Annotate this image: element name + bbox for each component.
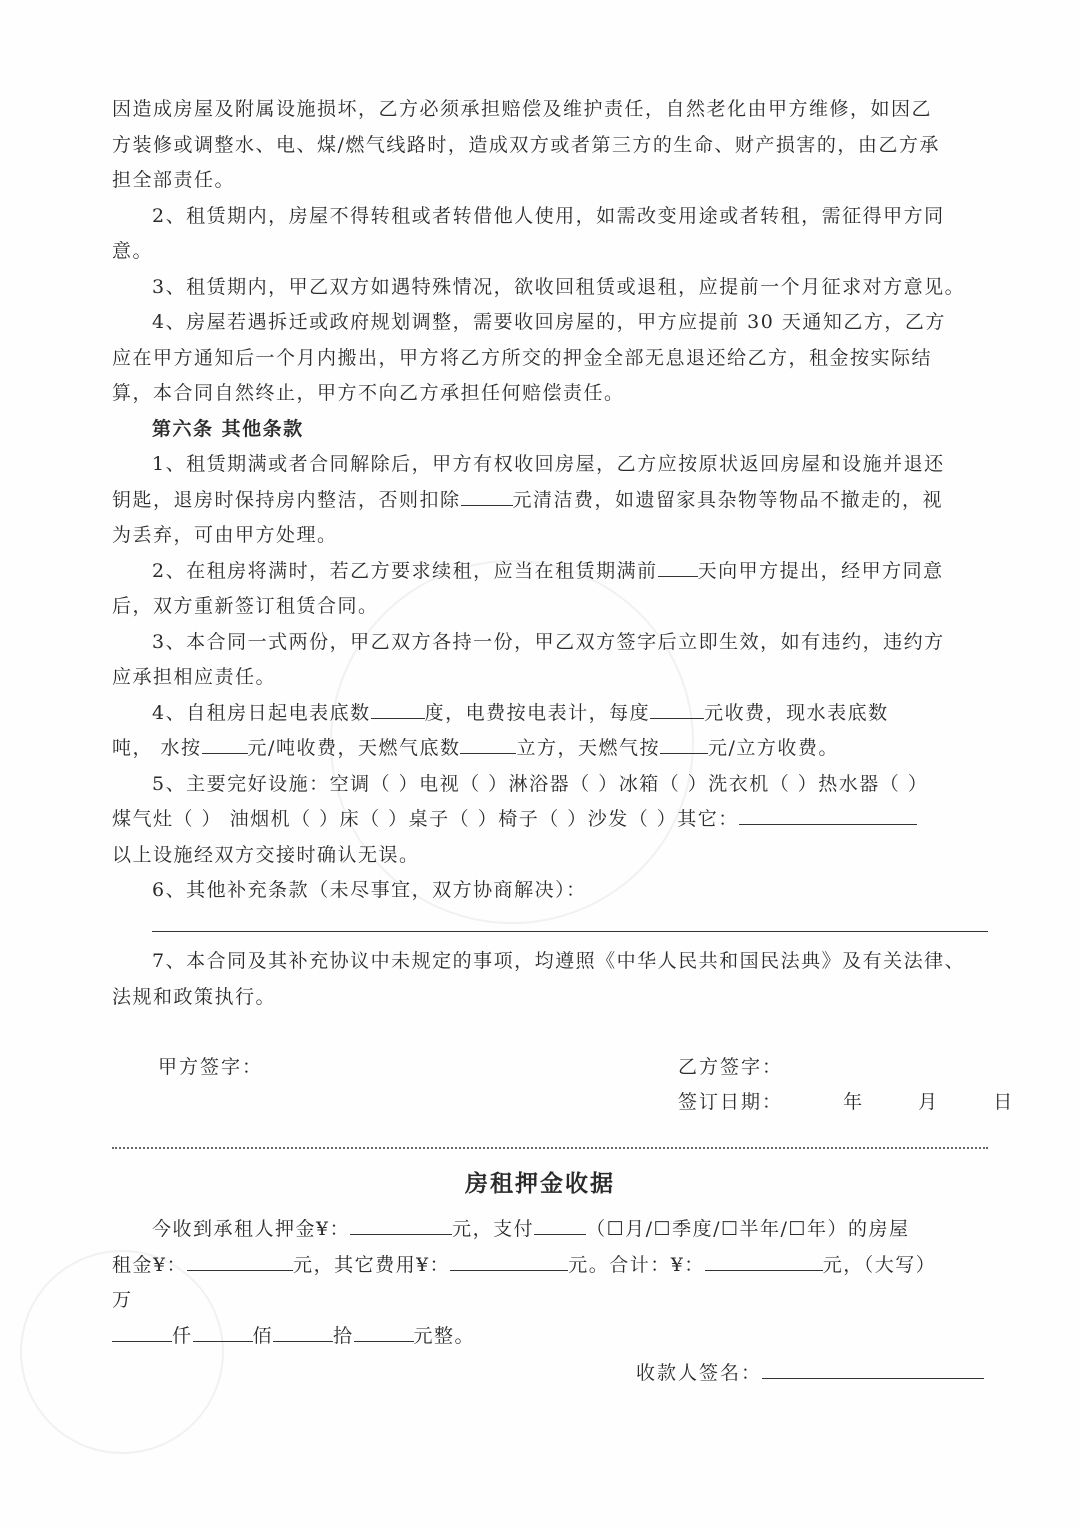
total-amount-blank[interactable]	[705, 1248, 823, 1271]
body-line: 方装修或调整水、电、煤/燃气线路时，造成双方或者第三方的生命、财产损害的，由乙方承	[112, 133, 940, 156]
receipt-line: 仟 佰 拾 元整。	[112, 1319, 988, 1355]
month-label: 月	[918, 1091, 940, 1113]
receipt-line: 租金¥： 元，其它费用¥： 元。合计：¥： 元，（大写）	[112, 1248, 988, 1284]
clause-5-2-line: 2、租赁期内，房屋不得转租或者转借他人使用，如需改变用途或者转租，需征得甲方同	[152, 204, 945, 227]
electricity-price-blank[interactable]	[650, 696, 704, 719]
receipt-body	[112, 1212, 988, 1354]
clause-6-4-line: 吨， 水按 元/吨收费，天燃气底数 立方，天燃气按 元/立方收费。	[112, 731, 988, 767]
clause-6-5-line: 煤气灶（ ） 油烟机（ ）床（ ）桌子（ ）椅子（ ）沙发（ ）其它：	[112, 802, 988, 838]
body-line: 担全部责任。	[112, 169, 236, 191]
cut-line-divider	[112, 1147, 988, 1149]
thousands-blank[interactable]	[112, 1319, 172, 1342]
other-fees-blank[interactable]	[450, 1248, 568, 1271]
payee-signature-blank[interactable]	[762, 1356, 984, 1379]
clause-6-2-line: 后，双方重新签订租赁合同。	[112, 595, 379, 617]
tens-blank[interactable]	[273, 1319, 333, 1342]
clause-6-6-spacer	[112, 909, 988, 945]
clause-6-6-line: 6、其他补充条款（未尽事宜，双方协商解决）：	[152, 879, 587, 901]
rent-amount-blank[interactable]	[187, 1248, 293, 1271]
renewal-days-blank[interactable]	[658, 554, 698, 577]
clause-5-4-line: 4、房屋若遇拆迁或政府规划调整，需要收回房屋的，甲方应提前 30 天通知乙方，乙方	[152, 311, 946, 333]
section-title: 第六条 其他条款	[152, 417, 304, 440]
clause-6-1-line: 为丢弃，可由甲方处理。	[112, 524, 338, 546]
clause-5-2-line: 意。	[112, 240, 154, 262]
party-a-signature-label: 甲方签字：	[158, 1056, 264, 1078]
receipt-title: 房租押金收据	[465, 1170, 615, 1197]
hundreds-blank[interactable]	[193, 1319, 253, 1342]
units-blank[interactable]	[354, 1319, 414, 1342]
clause-6-1-line: 钥匙，退房时保持房内整洁，否则扣除 元清洁费，如遗留家具杂物等物品不撤走的，视	[112, 483, 988, 519]
cleaning-fee-blank[interactable]	[461, 483, 513, 506]
gas-reading-blank[interactable]	[460, 731, 516, 754]
signing-date	[678, 1087, 1014, 1114]
payee-signature: 收款人签名：	[636, 1356, 984, 1385]
day-label: 日	[993, 1091, 1015, 1113]
meter-reading-blank[interactable]	[371, 696, 425, 719]
clause-6-5-line: 5、主要完好设施：空调（ ）电视（ ）淋浴器（ ）冰箱（ ）洗衣机（ ）热水器（ ）	[152, 772, 929, 795]
receipt-line: 今收到承租人押金¥： 元，支付 （☐月/☐季度/☐半年/☐年）的房屋	[112, 1212, 988, 1248]
clause-6-5-line: 以上设施经双方交接时确认无误。	[112, 843, 420, 866]
water-price-blank[interactable]	[202, 731, 248, 754]
date-label: 签订日期：	[678, 1091, 784, 1113]
clause-6-3-line: 3、本合同一式两份，甲乙双方各持一份，甲乙双方签字后立即生效，如有违约，违约方	[152, 630, 945, 653]
clause-5-4-line: 应在甲方通知后一个月内搬出，甲方将乙方所交的押金全部无息退还给乙方，租金按实际结	[112, 346, 933, 369]
receipt-line: 万	[112, 1289, 133, 1311]
supplementary-terms-blank-line[interactable]	[152, 931, 988, 932]
clause-5-3-line: 3、租赁期内，甲乙双方如遇特殊情况，欲收回租赁或退租，应提前一个月征求对方意见。	[152, 275, 966, 298]
other-facilities-blank[interactable]	[739, 802, 917, 825]
gas-price-blank[interactable]	[660, 731, 708, 754]
payment-term-blank[interactable]	[534, 1212, 586, 1235]
clause-5-4-line: 算，本合同自然终止，甲方不向乙方承担任何赔偿责任。	[112, 382, 625, 404]
clause-6-7-line: 法规和政策执行。	[112, 985, 277, 1008]
clause-6-3-line: 应承担相应责任。	[112, 666, 277, 688]
year-label: 年	[843, 1091, 865, 1113]
clause-6-4-line: 4、自租房日起电表底数 度，电费按电表计，每度 元收费，现水表底数	[112, 696, 988, 732]
clause-6-1-line: 1、租赁期满或者合同解除后，甲方有权收回房屋，乙方应按原状返回房屋和设施并退还	[152, 453, 945, 475]
party-b-signature-label: 乙方签字：	[678, 1056, 784, 1078]
body-line: 因造成房屋及附属设施损坏，乙方必须承担赔偿及维护责任，自然老化由甲方维修，如因乙	[112, 98, 933, 120]
clause-6-2-line: 2、在租房将满时，若乙方要求续租，应当在租赁期满前 天向甲方提出，经甲方同意	[112, 554, 988, 590]
deposit-amount-blank[interactable]	[350, 1212, 452, 1235]
contract-body	[112, 92, 988, 1015]
clause-6-7-line: 7、本合同及其补充协议中未规定的事项，均遵照《中华人民共和国民法典》及有关法律、	[152, 950, 966, 972]
